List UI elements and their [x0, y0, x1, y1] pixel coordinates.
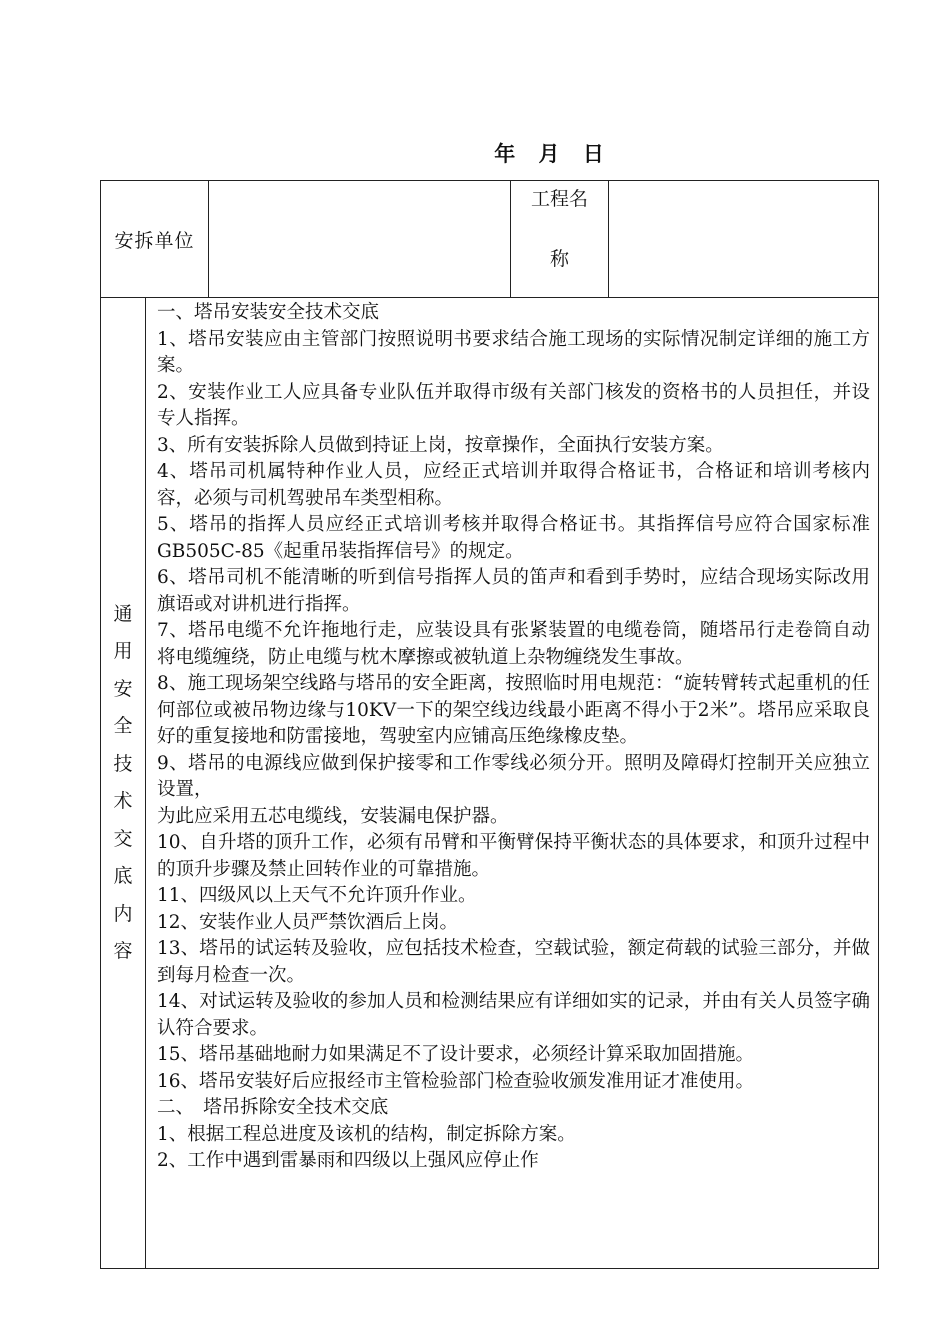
side-label [101, 298, 146, 1269]
content-item: 11、四级风以上天气不允许顶升作业。 [157, 885, 477, 906]
content-item: 1、根据工程总进度及该机的结构，制定拆除方案。 [157, 1123, 576, 1145]
content-item: 3、所有安装拆除人员做到持证上岗，按章操作，全面执行安装方案。 [157, 434, 724, 456]
project-name-label-line1: 工程名 [531, 188, 589, 210]
side-label-char: 术 [113, 790, 133, 812]
header-row [101, 181, 879, 298]
content-item: 2、安装作业工人应具备专业队伍并取得市级有关部门核发的资格书的人员担任，并设专人指挥。 [157, 381, 871, 429]
install-unit-label: 安拆单位 [101, 181, 209, 298]
content-item: 10、自升塔的顶升工作，必须有吊臂和平衡臂保持平衡状态的具体要求，和顶升过程中的顶升步骤及禁止回转作业的可靠措施。 [157, 832, 871, 880]
section-heading: 二、 塔吊拆除安全技术交底 [157, 1097, 389, 1118]
content-item: 1、塔吊安装应由主管部门按照说明书要求结合施工现场的实际情况制定详细的施工方案。 [157, 328, 871, 376]
side-label-char: 交 [113, 827, 133, 850]
content-item: 15、塔吊基础地耐力如果满足不了设计要求，必须经计算采取加固措施。 [157, 1044, 755, 1065]
side-label-char: 通 [113, 602, 133, 625]
side-label-char: 底 [113, 865, 133, 887]
side-label-char: 内 [113, 902, 133, 925]
content-item: 为此应采用五芯电缆线，安装漏电保护器。 [157, 805, 509, 827]
content-item: 4、塔吊司机属特种作业人员，应经正式培训并取得合格证书，合格证和培训考核内容，必须与司机驾驶吊车类型相称。 [157, 461, 871, 509]
content-item: 16、塔吊安装好后应报经市主管检验部门检查验收颁发准用证才准使用。 [157, 1070, 755, 1092]
content-item: 5、塔吊的指挥人员应经正式培训考核并取得合格证书。其指挥信号应符合国家标准GB505C-85《起重吊装指挥信号》的规定。 [157, 514, 871, 562]
side-label-char: 全 [113, 715, 133, 737]
date-month: 月 [538, 141, 562, 166]
project-name-label-line2: 称 [550, 248, 570, 270]
content-item: 14、对试运转及验收的参加人员和检测结果应有详细如实的记录，并由有关人员签字确认符合要求。 [157, 991, 871, 1039]
install-unit-value [209, 181, 511, 298]
content-item: 13、塔吊的试运转及验收，应包括技术检查，空载试验，额定荷载的试验三部分，并做到每月检查一次。 [157, 938, 871, 986]
content-item: 6、塔吊司机不能清晰的听到信号指挥人员的笛声和看到手势时，应结合现场实际改用旗语或对讲机进行指挥。 [157, 567, 871, 615]
content-item: 9、塔吊的电源线应做到保护接零和工作零线必须分开。照明及障碍灯控制开关应独立设置， [157, 752, 871, 800]
side-label-char: 用 [113, 640, 133, 662]
content-body [146, 298, 879, 1269]
date-year: 年 [494, 141, 518, 166]
project-name-value [609, 181, 879, 298]
date-line [0, 138, 950, 168]
content-item: 7、塔吊电缆不允许拖地行走，应装设具有张紧装置的电缆卷筒，随塔吊行走卷筒自动将电缆缠绕，防止电缆与枕木摩擦或被轨道上杂物缠绕发生事故。 [157, 620, 871, 668]
content-row [101, 298, 879, 1269]
date-day: 日 [582, 141, 606, 166]
side-label-char: 安 [113, 677, 133, 700]
side-label-char: 技 [113, 752, 133, 775]
content-item: 12、安装作业人员严禁饮酒后上岗。 [157, 911, 459, 933]
project-name-label [511, 181, 609, 298]
content-item: 8、施工现场架空线路与塔吊的安全距离，按照临时用电规范：“旋转臂转式起重机的任何部位或被吊物边缘与10KV一下的架空线边线最小距离不得小于2米”。塔吊应采取良好的重复接地和防雷接地，驾驶室内应铺高压绝缘橡皮垫。 [157, 673, 871, 747]
side-label-char: 容 [113, 940, 133, 962]
section-heading: 一、塔吊安装安全技术交底 [157, 302, 380, 323]
content-item: 2、工作中遇到雷暴雨和四级以上强风应停止作 [157, 1150, 539, 1171]
disclosure-table [100, 180, 879, 1269]
